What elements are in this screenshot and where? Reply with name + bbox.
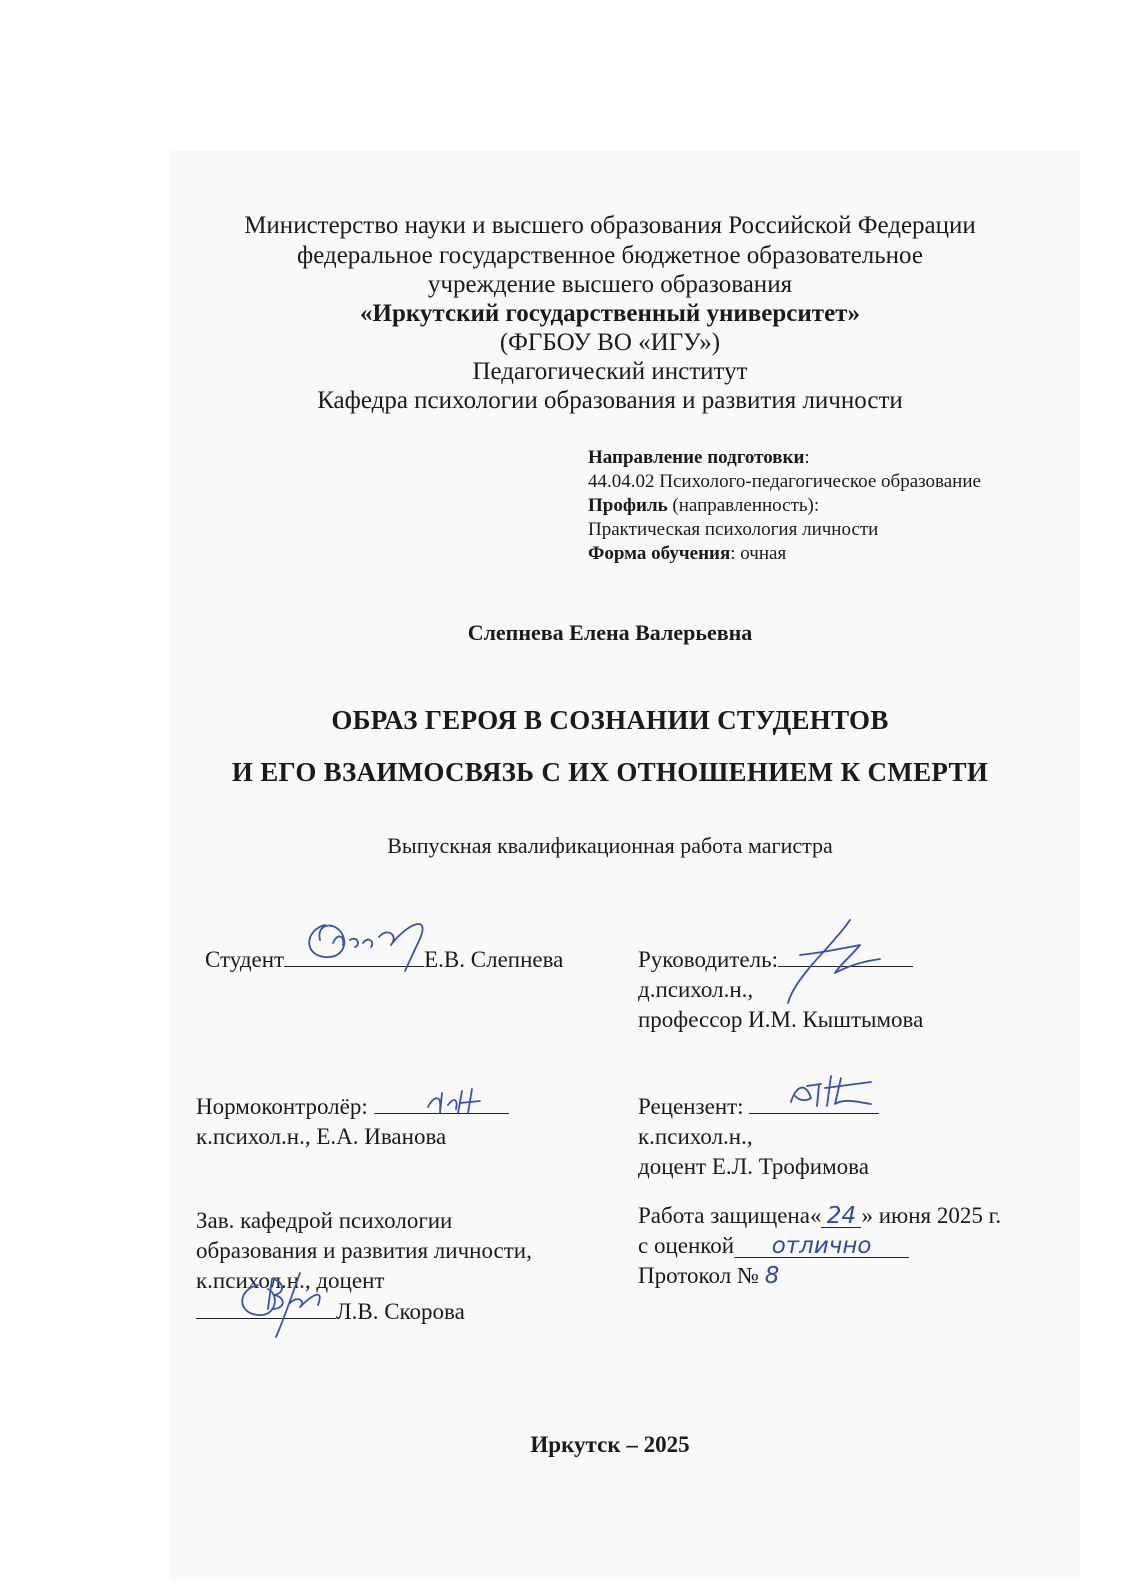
profile-label: Профиль (588, 495, 668, 516)
institute-name: Педагогический институт (472, 358, 748, 385)
head-line-3: к.психол.н., доцент (196, 1268, 385, 1293)
normcontroller-name: к.психол.н., Е.А. Иванова (196, 1124, 447, 1149)
institution-line-1: федеральное государственное бюджетное образовательное (297, 242, 923, 269)
student-signature-icon (295, 905, 455, 975)
ministry-line: Министерство науки и высшего образования Российской Федерации (244, 212, 976, 239)
department-name: Кафедра психологии образования и развития личности (317, 387, 903, 414)
supervisor-label: Руководитель: (638, 947, 778, 972)
head-line-2: образования и развития личности, (196, 1238, 532, 1263)
direction-label: Направление подготовки (588, 447, 805, 468)
reviewer-label: Рецензент: (638, 1094, 744, 1119)
university-name: «Иркутский государственный университет» (360, 300, 860, 327)
profile-note: (направленность): (667, 495, 820, 516)
protocol-label: Протокол № (638, 1263, 759, 1288)
protocol-row (638, 1261, 1001, 1291)
direction-block (588, 446, 981, 566)
reviewer-degree: к.психол.н., (638, 1124, 753, 1149)
grade-value: отлично (734, 1231, 909, 1258)
normcontroller-label: Нормоконтролёр: (196, 1094, 368, 1119)
grade-row (638, 1231, 1001, 1261)
reviewer-signature-icon (785, 1068, 885, 1118)
normcontroller-signature-icon (420, 1085, 490, 1125)
defense-date-row (638, 1201, 1001, 1231)
defense-block (638, 1201, 1001, 1291)
profile-value: Практическая психология личности (588, 519, 879, 540)
student-label: Студент (205, 947, 285, 972)
student-name: Е.В. Слепнева (424, 947, 564, 972)
thesis-title-line-1: ОБРАЗ ГЕРОЯ В СОЗНАНИИ СТУДЕНТОВ (331, 705, 889, 735)
direction-label-row: Направление подготовки: (588, 447, 810, 468)
defense-day: 24 (821, 1201, 861, 1228)
supervisor-degree: д.психол.н., (638, 977, 754, 1002)
grade-label: с оценкой (638, 1233, 735, 1258)
author-name: Слепнева Елена Валерьевна (467, 620, 753, 645)
thesis-title-line-2: И ЕГО ВЗАИМОСВЯЗЬ С ИХ ОТНОШЕНИЕМ К СМЕРТИ (231, 757, 989, 787)
head-name: Л.В. Скорова (336, 1299, 465, 1324)
study-form-value: : очная (730, 543, 787, 564)
defense-prefix: Работа защищена« (638, 1203, 822, 1228)
study-form-row (588, 542, 981, 566)
city-year: Иркутск – 2025 (530, 1432, 690, 1457)
direction-code-name: 44.04.02 Психолого-педагогическое образование (588, 471, 981, 492)
head-signature-icon (228, 1265, 348, 1345)
profile-row (588, 494, 981, 518)
defense-suffix: » июня 2025 г. (861, 1203, 1002, 1228)
institution-line-2: учреждение высшего образования (427, 271, 793, 298)
study-form-label: Форма обучения (588, 543, 731, 564)
head-line-1: Зав. кафедрой психологии (196, 1208, 453, 1233)
work-type: Выпускная квалификационная работа магистра (387, 833, 833, 858)
university-short-name: (ФГБОУ ВО «ИГУ») (499, 329, 721, 356)
supervisor-signature-icon (780, 915, 900, 1005)
supervisor-name: профессор И.М. Кыштымова (638, 1007, 924, 1032)
protocol-number: 8 (764, 1263, 780, 1289)
reviewer-name: доцент Е.Л. Трофимова (638, 1154, 869, 1179)
